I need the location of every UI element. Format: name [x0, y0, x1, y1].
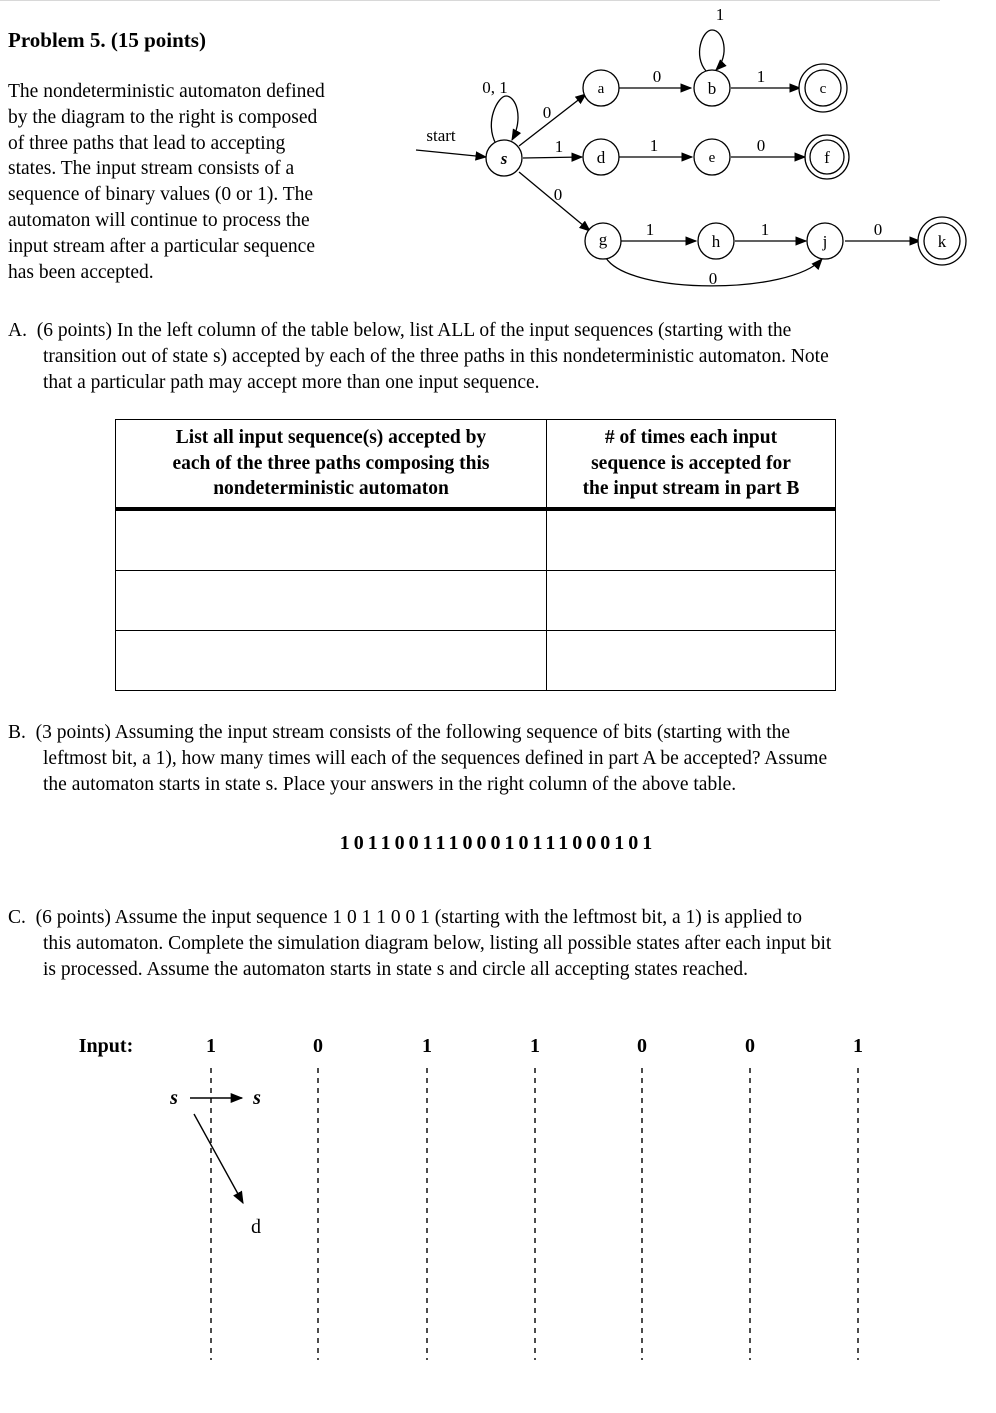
part-b-label: B.	[8, 722, 26, 743]
edge-label-j-k: 0	[873, 220, 883, 239]
part-b-line: (3 points) Assuming the input stream consists of the following sequence of bits (starting with the	[35, 722, 791, 743]
table-row	[116, 630, 836, 690]
input-bit: 0	[313, 1035, 323, 1057]
part-c-label: C.	[8, 907, 26, 928]
problem-title: Problem 5. (15 points)	[8, 28, 206, 52]
part-a-line: transition out of state s) accepted by each of the three paths in this nondeterministic automaton. Note	[43, 345, 829, 367]
part-c-line: this automaton. Complete the simulation diagram below, listing all possible states after each input bit	[43, 932, 832, 954]
col-header-sequences	[116, 420, 547, 509]
input-bit: 1	[853, 1035, 863, 1057]
part-c-line: (6 points) Assume the input sequence 1 0 1 1 0 0 1 (starting with the leftmost bit, a 1) is applied to	[35, 907, 802, 928]
edge-label-s-d: 1	[554, 137, 564, 156]
state-k-label: k	[937, 232, 947, 251]
input-bit: 1	[530, 1035, 540, 1057]
table-row	[116, 509, 836, 571]
sim-arrow-s-d	[194, 1114, 243, 1203]
answer-cell[interactable]	[547, 509, 836, 571]
state-e-label: e	[708, 150, 716, 166]
state-s-label: s	[500, 149, 508, 168]
answer-table	[115, 419, 836, 691]
state-b-label: b	[707, 79, 717, 98]
intro-line: states. The input stream consists of a	[8, 158, 295, 180]
bit-stream: 10110011100010111000101	[339, 832, 657, 854]
part-c-text	[8, 905, 831, 982]
part-b-line: leftmost bit, a 1), how many times will each of the sequences defined in part A be accepted? Assume	[43, 747, 828, 769]
state-f-label: f	[824, 148, 830, 167]
header-line: each of the three paths composing this	[172, 452, 490, 474]
state-h-label: h	[711, 232, 721, 251]
state-d-label: d	[596, 148, 606, 167]
answer-cell[interactable]	[547, 630, 836, 690]
col-header-counts	[547, 420, 836, 509]
sim-start-state: s	[170, 1087, 178, 1109]
b-loop-label: 1	[715, 5, 725, 24]
state-a-label: a	[597, 81, 605, 97]
input-bit: 1	[422, 1035, 432, 1057]
start-label: start	[426, 126, 456, 145]
intro-line: input stream after a particular sequence	[8, 235, 315, 257]
header-line: # of times each input	[604, 427, 778, 448]
edge-label-a-b: 0	[652, 67, 662, 86]
answer-cell[interactable]	[116, 509, 547, 571]
part-a-text	[8, 318, 829, 395]
edge-label-s-g: 0	[553, 185, 563, 204]
header-line: List all input sequence(s) accepted by	[175, 427, 487, 448]
intro-line: The nondeterministic automaton defined	[8, 81, 325, 102]
part-b-line: the automaton starts in state s. Place your answers in the right column of the above table.	[43, 773, 737, 795]
table-row	[116, 570, 836, 630]
part-a-line: that a particular path may accept more than one input sequence.	[43, 371, 540, 393]
intro-line: sequence of binary values (0 or 1). The	[8, 184, 314, 206]
part-b-text	[8, 720, 827, 797]
intro-line: automaton will continue to process the	[8, 209, 310, 231]
problem-intro	[8, 79, 380, 285]
state-j-label: j	[822, 232, 828, 251]
intro-line: has been accepted.	[8, 261, 154, 283]
edge-label-d-e: 1	[649, 136, 659, 155]
part-a-line: (6 points) In the left column of the table below, list ALL of the input sequences (starting with the	[36, 320, 792, 341]
header-line: nondeterministic automaton	[213, 478, 449, 499]
edge-label-e-f: 0	[756, 136, 766, 155]
part-a-label: A.	[8, 320, 27, 341]
answer-cell[interactable]	[116, 570, 547, 630]
header-line: sequence is accepted for	[591, 452, 791, 474]
s-loop-label: 0, 1	[482, 78, 508, 97]
answer-cell[interactable]	[547, 570, 836, 630]
edge-label-h-j: 1	[760, 220, 770, 239]
sim-state: s	[253, 1087, 261, 1109]
input-bit: 0	[745, 1035, 755, 1057]
input-bit: 1	[206, 1035, 216, 1057]
simulation-diagram	[0, 1000, 996, 1400]
edge-label-g-j: 0	[708, 269, 718, 288]
state-c-label: c	[819, 81, 827, 97]
part-c-line: is processed. Assume the automaton starts in state s and circle all accepting states reached.	[43, 958, 749, 980]
header-line: the input stream in part B	[582, 478, 800, 499]
answer-cell[interactable]	[116, 630, 547, 690]
intro-line: of three paths that lead to accepting	[8, 132, 286, 154]
input-label: Input:	[78, 1035, 134, 1057]
state-g-label: g	[598, 230, 608, 249]
sim-state: d	[251, 1216, 261, 1238]
input-bit: 0	[637, 1035, 647, 1057]
edge-label-s-a: 0	[542, 103, 552, 122]
automaton-diagram	[405, 0, 985, 300]
edge-label-b-c: 1	[756, 67, 766, 86]
intro-line: by the diagram to the right is composed	[8, 106, 318, 128]
edge-label-g-h: 1	[645, 220, 655, 239]
